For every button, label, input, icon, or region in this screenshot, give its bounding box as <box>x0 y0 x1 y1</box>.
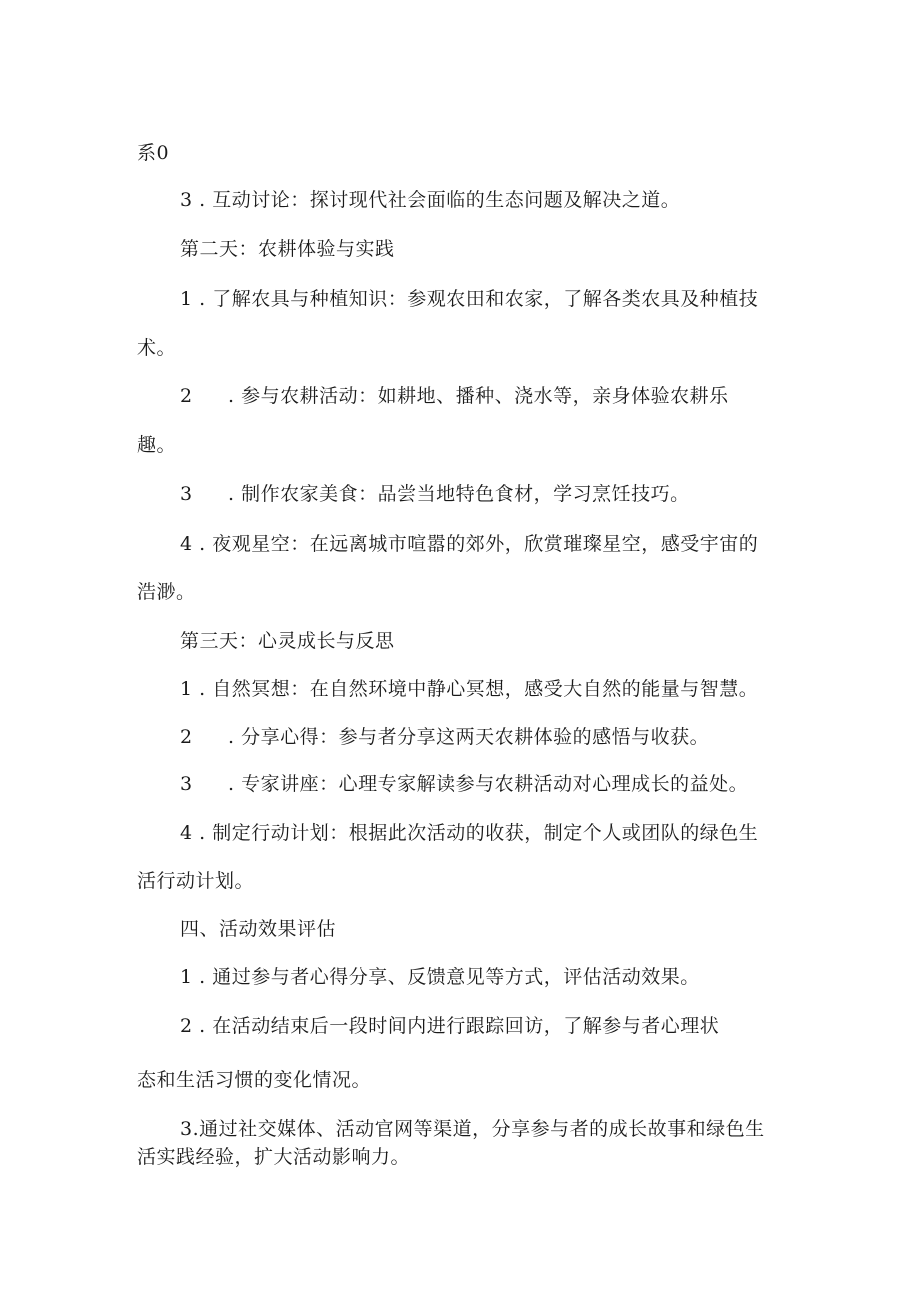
text-line: 浩渺。 <box>137 581 196 603</box>
text-line: 3 . 互动讨论：探讨现代社会面临的生态问题及解决之道。 <box>180 189 681 211</box>
text-line: 1 . 了解农具与种植知识：参观农田和农家，了解各类农具及种植技 <box>180 288 759 310</box>
text-line: . 分享心得：参与者分享这两天农耕体验的感悟与收获。 <box>228 726 710 748</box>
text-line: 活实践经验，扩大活动影响力。 <box>137 1146 411 1168</box>
section-heading: 第三天：心灵成长与反思 <box>180 630 395 652</box>
text-line: 态和生活习惯的变化情况。 <box>137 1069 372 1091</box>
text-line: 1 . 通过参与者心得分享、反馈意见等方式，评估活动效果。 <box>180 966 700 988</box>
list-number: 3 <box>180 773 193 795</box>
text-line: . 制作农家美食：品尝当地特色食材，学习烹饪技巧。 <box>228 483 690 505</box>
text-line: 4 . 夜观星空：在远离城市喧嚣的郊外，欣赏璀璨星空，感受宇宙的 <box>180 533 759 555</box>
text-line: . 专家讲座：心理专家解读参与农耕活动对心理成长的益处。 <box>228 773 749 795</box>
list-number: 2 <box>180 726 193 748</box>
text-line: 系0 <box>137 142 170 164</box>
text-line: 趣。 <box>137 434 177 456</box>
list-number: 2 <box>180 385 193 407</box>
text-line: 1 . 自然冥想：在自然环境中静心冥想，感受大自然的能量与智慧。 <box>180 678 759 700</box>
section-heading: 第二天：农耕体验与实践 <box>180 238 395 260</box>
list-number: 3 <box>180 483 193 505</box>
text-line: 术。 <box>137 337 177 359</box>
section-heading: 四、活动效果评估 <box>180 918 337 940</box>
text-line: 3.通过社交媒体、活动官网等渠道，分享参与者的成长故事和绿色生 <box>180 1118 765 1140</box>
text-line: 活行动计划。 <box>137 870 255 892</box>
text-line: . 参与农耕活动：如耕地、播种、浇水等，亲身体验农耕乐 <box>228 385 729 407</box>
text-line: 2 . 在活动结束后一段时间内进行跟踪回访，了解参与者心理状 <box>180 1015 720 1037</box>
text-line: 4 . 制定行动计划：根据此次活动的收获，制定个人或团队的绿色生 <box>180 822 759 844</box>
